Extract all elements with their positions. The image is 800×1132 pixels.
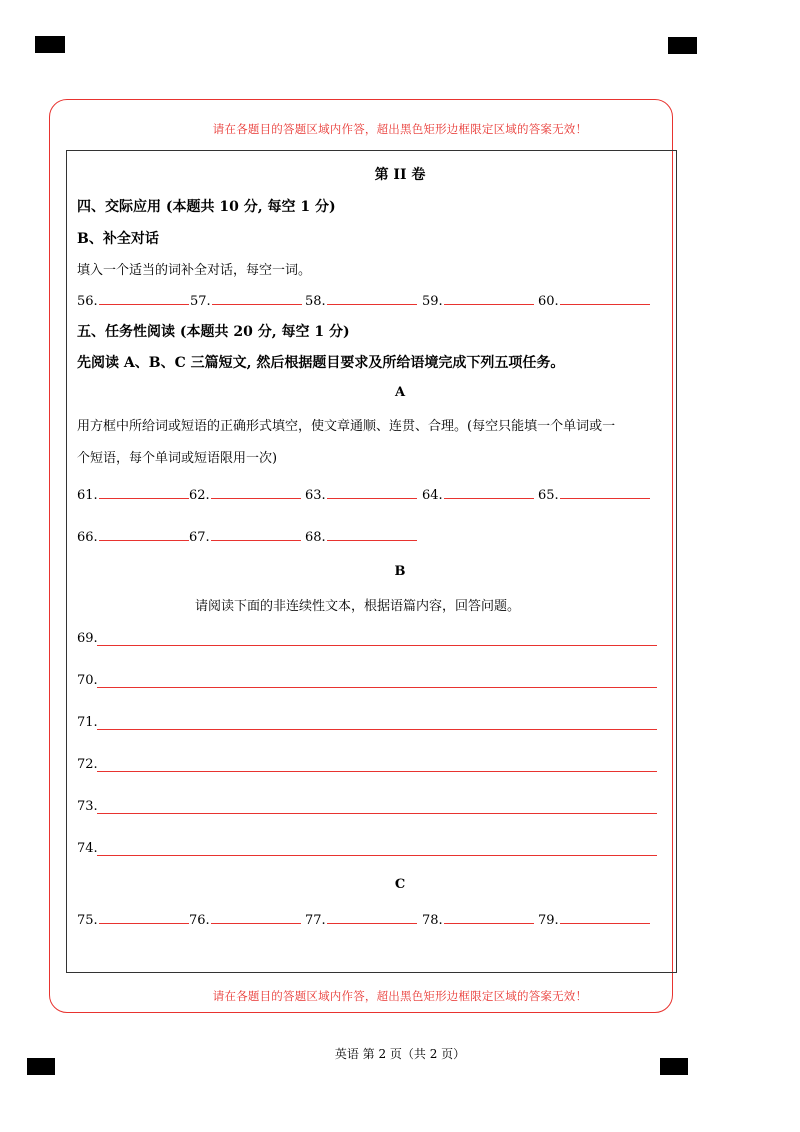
blank-60[interactable]: 60. <box>538 290 650 310</box>
section5-intro: 先阅读 A、B、C 三篇短文, 然后根据题目要求及所给语境完成下列五项任务。 <box>77 355 565 371</box>
blank-67[interactable]: 67. <box>189 526 301 546</box>
part-c-label: C <box>394 877 406 892</box>
part-b-label: B <box>394 564 406 579</box>
section4-heading: 四、交际应用 (本题共 10 分, 每空 1 分) <box>77 199 336 215</box>
blank-57[interactable]: 57. <box>190 290 302 310</box>
blank-68[interactable]: 68. <box>305 526 417 546</box>
blank-58[interactable]: 58. <box>305 290 417 310</box>
part-a-label: A <box>394 385 406 400</box>
blank-61[interactable]: 61. <box>77 484 189 504</box>
registration-mark-top-right <box>668 37 697 54</box>
part-a-instruction-line1: 用方框中所给词或短语的正确形式填空，使文章通顺、连贯、合理。(每空只能填一个单词或一 <box>77 419 616 434</box>
blank-66[interactable]: 66. <box>77 526 189 546</box>
answer-line-70[interactable]: 70. <box>77 673 657 693</box>
blank-row-61-65 <box>77 484 677 504</box>
registration-mark-top-left <box>35 36 65 53</box>
section4-instruction: 填入一个适当的词补全对话，每空一词。 <box>77 263 312 278</box>
blank-63[interactable]: 63. <box>305 484 417 504</box>
blank-65[interactable]: 65. <box>538 484 650 504</box>
blank-64[interactable]: 64. <box>422 484 534 504</box>
part-a-instruction-line2: 个短语，每个单词或短语限用一次) <box>77 451 278 466</box>
blank-56[interactable]: 56. <box>77 290 189 310</box>
page-footer: 英语 第 2 页（共 2 页） <box>334 1047 466 1061</box>
section4-subheading: B、补全对话 <box>77 231 159 247</box>
blank-75[interactable]: 75. <box>77 909 189 929</box>
blank-row-66-68 <box>77 526 677 546</box>
answer-line-73[interactable]: 73. <box>77 799 657 819</box>
blank-62[interactable]: 62. <box>189 484 301 504</box>
volume-title: 第 II 卷 <box>374 167 426 183</box>
blank-76[interactable]: 76. <box>189 909 301 929</box>
blank-row-56-60 <box>77 290 677 310</box>
answer-line-74[interactable]: 74. <box>77 841 657 861</box>
blank-77[interactable]: 77. <box>305 909 417 929</box>
part-b-instruction: 请阅读下面的非连续性文本，根据语篇内容，回答问题。 <box>195 599 521 614</box>
blank-59[interactable]: 59. <box>422 290 534 310</box>
header-warning: 请在各题目的答题区域内作答，超出黑色矩形边框限定区域的答案无效！ <box>212 122 588 136</box>
blank-79[interactable]: 79. <box>538 909 650 929</box>
section5-heading: 五、任务性阅读 (本题共 20 分, 每空 1 分) <box>77 324 350 340</box>
footer-warning: 请在各题目的答题区域内作答，超出黑色矩形边框限定区域的答案无效！ <box>212 989 588 1003</box>
blank-row-75-79 <box>77 909 677 929</box>
blank-78[interactable]: 78. <box>422 909 534 929</box>
answer-line-69[interactable]: 69. <box>77 631 657 651</box>
answer-line-72[interactable]: 72. <box>77 757 657 777</box>
answer-line-71[interactable]: 71. <box>77 715 657 735</box>
